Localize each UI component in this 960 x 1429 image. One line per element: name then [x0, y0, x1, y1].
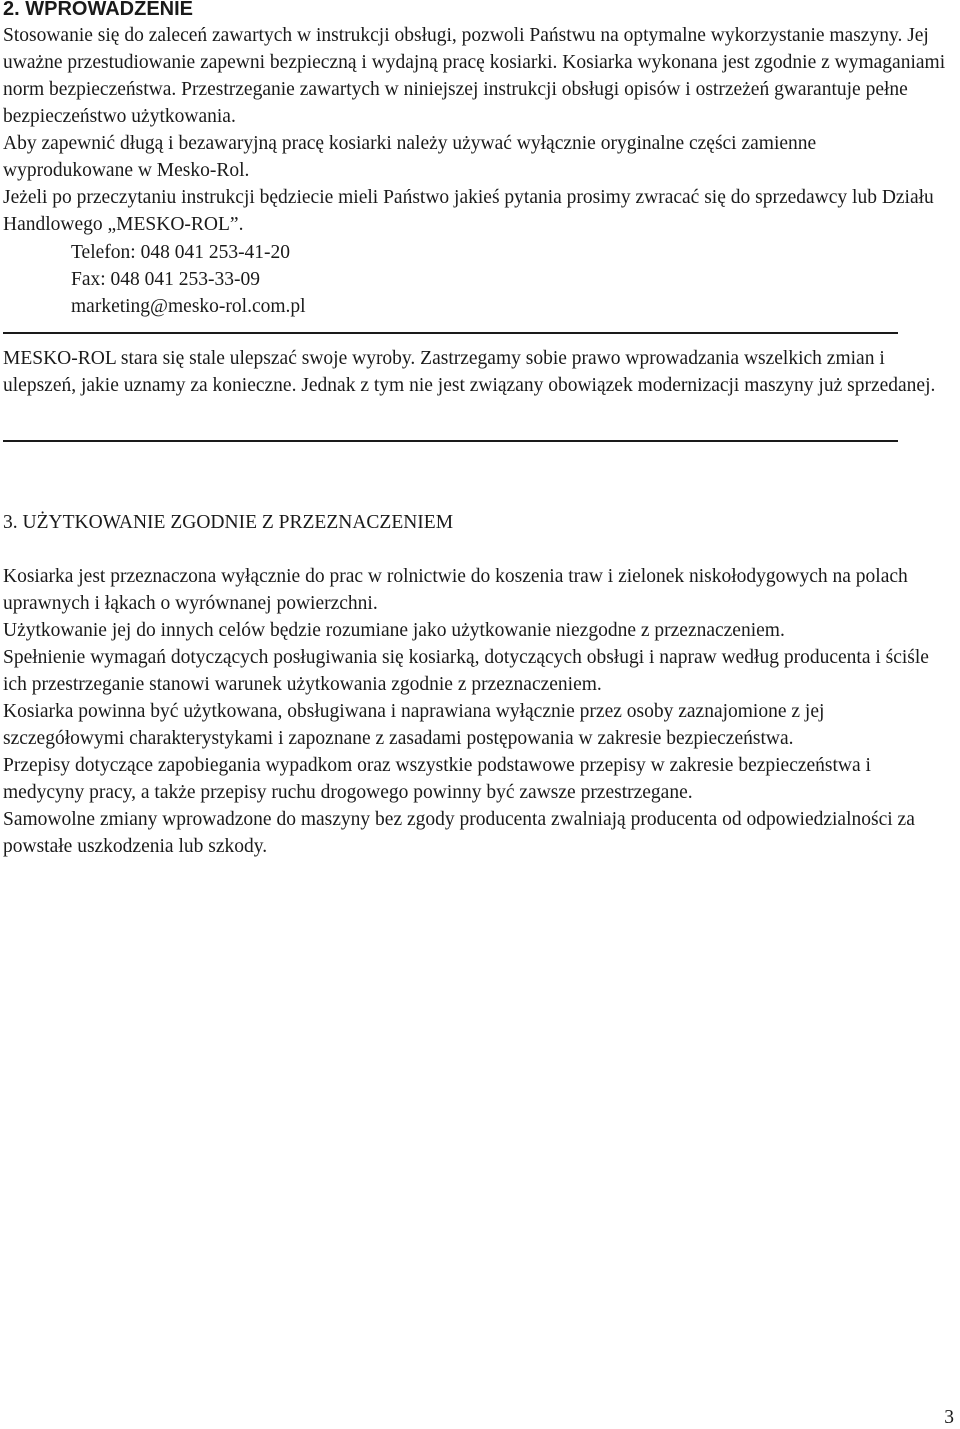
section-3-body — [3, 563, 948, 860]
section-2-body — [3, 22, 948, 238]
contact-phone: Telefon: 048 041 253-41-20 — [71, 242, 291, 263]
intro-paragraph: Stosowanie się do zaleceń zawartych w instrukcji obsługi, pozwoli Państwu na optymalne wykorzystanie maszyny. Jej uważne przestudiowanie zapewni bezpieczną i wydajną pracę kosiarki. Kosiarka wykonana jest zgodnie z wymaganiami norm bezpieczeństwa. Przestrzeganie zawartych w niniejszej instrukcji obsługi opisów i ostrzeżeń gwarantuje pełne bezpieczeństwo użytkowania. — [3, 25, 946, 127]
section-3-heading: 3. UŻYTKOWANIE ZGODNIE Z PRZEZNACZENIEM — [3, 512, 454, 533]
contact-info — [71, 239, 306, 320]
questions-paragraph: Jeżeli po przeczytaniu instrukcji będziecie mieli Państwo jakieś pytania prosimy zwracać się do sprzedawcy lub Działu Handlowego „MESKO-ROL”. — [3, 187, 934, 235]
purpose-paragraph: Kosiarka jest przeznaczona wyłącznie do prac w rolnictwie do koszenia traw i zielonek niskołodygowych na polach uprawnych i łąkach o wyrównanej powierzchni. — [3, 566, 908, 614]
operators-paragraph: Kosiarka powinna być użytkowana, obsługiwana i naprawiana wyłącznie przez osoby zaznajomione z jej szczegółowymi charakterystykami i zapoznane z zasadami postępowania w zakresie bezpieczeństwa. — [3, 701, 825, 749]
misuse-paragraph: Użytkowanie jej do innych celów będzie rozumiane jako użytkowanie niezgodne z przeznaczeniem. — [3, 620, 785, 641]
contact-email: marketing@mesko-rol.com.pl — [71, 296, 306, 317]
notice-paragraph: MESKO-ROL stara się stale ulepszać swoje wyroby. Zastrzegamy sobie prawo wprowadzania wszelkich zmian i ulepszeń, jakie uznamy za konieczne. Jednak z tym nie jest związany obowiązek modernizacji maszyny już sprzedanej. — [3, 348, 936, 396]
page-number: 3 — [944, 1407, 954, 1428]
regulations-paragraph: Przepisy dotyczące zapobiegania wypadkom oraz wszystkie podstawowe przepisy w zakresie bezpieczeństwa i medycyny pracy, a także przepisy ruchu drogowego powinny być zawsze przestrzegane. — [3, 755, 871, 803]
requirements-paragraph: Spełnienie wymagań dotyczących posługiwania się kosiarką, dotyczących obsługi i napraw według producenta i ściśle ich przestrzeganie stanowi warunek użytkowania zgodnie z przeznaczeniem. — [3, 647, 929, 695]
divider-top — [3, 332, 898, 334]
section-2-heading: 2. WPROWADZENIE — [3, 0, 194, 20]
contact-fax: Fax: 048 041 253-33-09 — [71, 269, 261, 290]
spare-parts-paragraph: Aby zapewnić długą i bezawaryjną pracę kosiarki należy używać wyłącznie oryginalne części zamienne wyprodukowane w Mesko-Rol. — [3, 133, 817, 181]
modifications-paragraph: Samowolne zmiany wprowadzone do maszyny bez zgody producenta zwalniają producenta od odpowiedzialności za powstałe uszkodzenia lub szkody. — [3, 809, 915, 857]
divider-bottom — [3, 440, 898, 442]
